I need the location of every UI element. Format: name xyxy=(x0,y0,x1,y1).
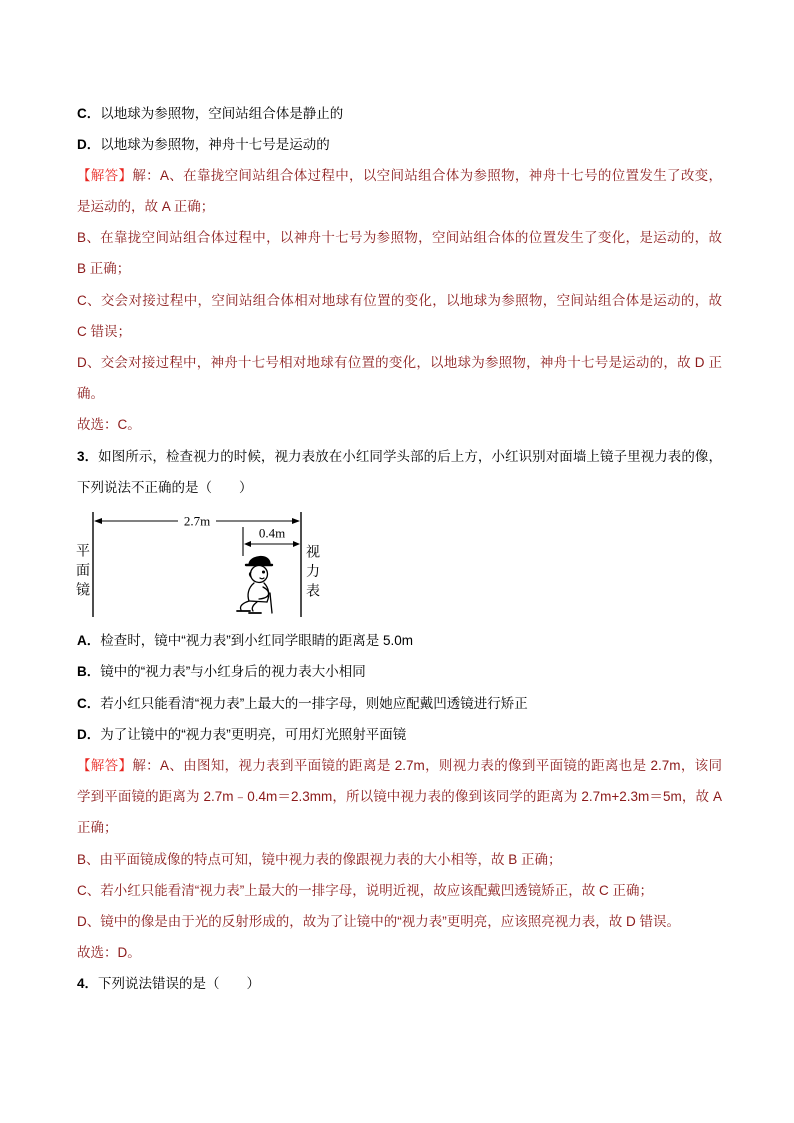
student-cap xyxy=(249,557,270,565)
q2-option-c xyxy=(77,98,722,129)
page-content xyxy=(77,98,722,1000)
student-leg xyxy=(240,601,249,610)
student-figure xyxy=(237,557,272,613)
answer-choice-text: 故选：C。 xyxy=(77,417,141,433)
student-leg xyxy=(252,602,257,611)
arrow-head xyxy=(94,518,102,524)
answer-text: D、镜中的像是由于光的反射形成的，故为了让镜中的“视力表”更明亮，应该照亮视力表，故 D 错误。 xyxy=(77,913,680,929)
arrow-head xyxy=(292,518,300,524)
answer-text: B 正确； xyxy=(77,261,131,277)
answer-tag: 【解答】 xyxy=(77,757,133,773)
distance-label-eye: 0.4m xyxy=(258,525,286,541)
answer-tag: 【解答】 xyxy=(77,167,133,183)
q3-answer-line xyxy=(77,781,722,812)
q2-answer-line xyxy=(77,347,722,378)
question-number: 4． xyxy=(77,976,99,992)
answer-text: C、交会对接过程中，空间站组合体相对地球有位置的变化，以地球为参照物，空间站组合体是运动的，故 xyxy=(77,292,722,308)
q3-option-d xyxy=(77,719,722,750)
student-back xyxy=(248,583,254,601)
q3-figure xyxy=(77,503,722,625)
q2-option-d xyxy=(77,129,722,160)
option-label: B． xyxy=(77,664,101,680)
q2-answer-line xyxy=(77,191,722,222)
q3-answer-line xyxy=(77,875,722,906)
q2-answer-line xyxy=(77,222,722,253)
q3-option-c xyxy=(77,688,722,719)
arrow-head xyxy=(293,541,300,547)
option-text: 以地球为参照物，神舟十七号是运动的 xyxy=(100,136,330,152)
answer-text: 解：A、由图知，视力表到平面镜的距离是 2.7m，则视力表的像到平面镜的距离也是 2.7m，该同 xyxy=(132,757,723,773)
q3-answer-line xyxy=(77,906,722,937)
answer-text: 正确； xyxy=(77,820,118,836)
student-mouth xyxy=(260,578,264,579)
answer-text: C、若小红只能看清“视力表”上最大的一排字母，说明近视，故应该配戴凹透镜矫正，故 C 正确； xyxy=(77,882,653,898)
answer-text: B、由平面镜成像的特点可知，镜中视力表的像跟视力表的大小相等，故 B 正确； xyxy=(77,851,562,867)
q3-answer-line xyxy=(77,750,722,781)
answer-text: 解：A、在靠拢空间站组合体过程中，以空间站组合体为参照物，神舟十七号的位置发生了改变， xyxy=(132,167,722,183)
q3-stem xyxy=(77,441,722,472)
arrow-head xyxy=(244,541,251,547)
student-eye xyxy=(263,571,265,573)
eye-chart-label: 视力表 xyxy=(305,543,321,603)
q3-answer-line xyxy=(77,812,722,843)
option-text: 为了让镜中的“视力表”更明亮，可用灯光照射平面镜 xyxy=(100,726,407,742)
answer-text: 确。 xyxy=(77,386,104,402)
answer-text: 是运动的，故 A 正确； xyxy=(77,199,215,215)
mirror-label: 平面镜 xyxy=(75,542,91,602)
q3-option-b xyxy=(77,656,722,687)
q2-answer-line xyxy=(77,253,722,284)
option-label: D． xyxy=(77,136,101,152)
student-lap xyxy=(249,601,267,602)
option-label: C． xyxy=(77,105,101,121)
eye-test-diagram xyxy=(60,503,340,625)
q4-stem xyxy=(77,968,722,999)
answer-choice-text: 故选：D。 xyxy=(77,945,141,961)
option-text: 以地球为参照物，空间站组合体是静止的 xyxy=(100,105,344,121)
q3-stem xyxy=(77,472,722,503)
q2-answer-line xyxy=(77,378,722,409)
option-text: 检查时，镜中“视力表”到小红同学眼睛的距离是 5.0m xyxy=(100,633,414,649)
question-stem-text: 下列说法不正确的是（ ） xyxy=(77,479,253,495)
question-number: 3． xyxy=(77,448,99,464)
answer-text: D、交会对接过程中，神舟十七号相对地球有位置的变化，以地球为参照物，神舟十七号是运动的，故 D 正 xyxy=(77,355,722,370)
q2-answer-line xyxy=(77,285,722,316)
student-chair xyxy=(270,593,272,613)
q2-answer-line xyxy=(77,316,722,347)
option-text: 若小红只能看清“视力表”上最大的一排字母，则她应配戴凹透镜进行矫正 xyxy=(100,695,528,711)
option-label: C． xyxy=(77,695,101,711)
answer-text: C 错误； xyxy=(77,323,131,339)
distance-label-total: 2.7m xyxy=(183,513,211,529)
option-label: A． xyxy=(77,633,101,649)
distance-arrow-eye xyxy=(244,541,300,547)
q3-answer-choice xyxy=(77,937,722,968)
q2-answer-line xyxy=(77,160,722,191)
answer-text: B、在靠拢空间站组合体过程中，以神舟十七号为参照物，空间站组合体的位置发生了变化，是运动的，故 xyxy=(77,230,722,246)
option-text: 镜中的“视力表”与小红身后的视力表大小相同 xyxy=(100,664,366,680)
question-stem-text: 下列说法错误的是（ ） xyxy=(98,976,261,992)
q2-answer-choice xyxy=(77,409,722,440)
q3-answer-line xyxy=(77,844,722,875)
q3-option-a xyxy=(77,625,722,656)
answer-text: 学到平面镜的距离为 2.7m﹣0.4m＝2.3mm，所以镜中视力表的像到该同学的距离为 2.7m+2.3m＝5m，故 A xyxy=(77,789,722,805)
option-label: D． xyxy=(77,726,101,742)
question-stem-text: 如图所示，检查视力的时候，视力表放在小红同学头部的后上方，小红识别对面墙上镜子里视力表的像， xyxy=(98,448,722,464)
student-head xyxy=(251,565,268,582)
